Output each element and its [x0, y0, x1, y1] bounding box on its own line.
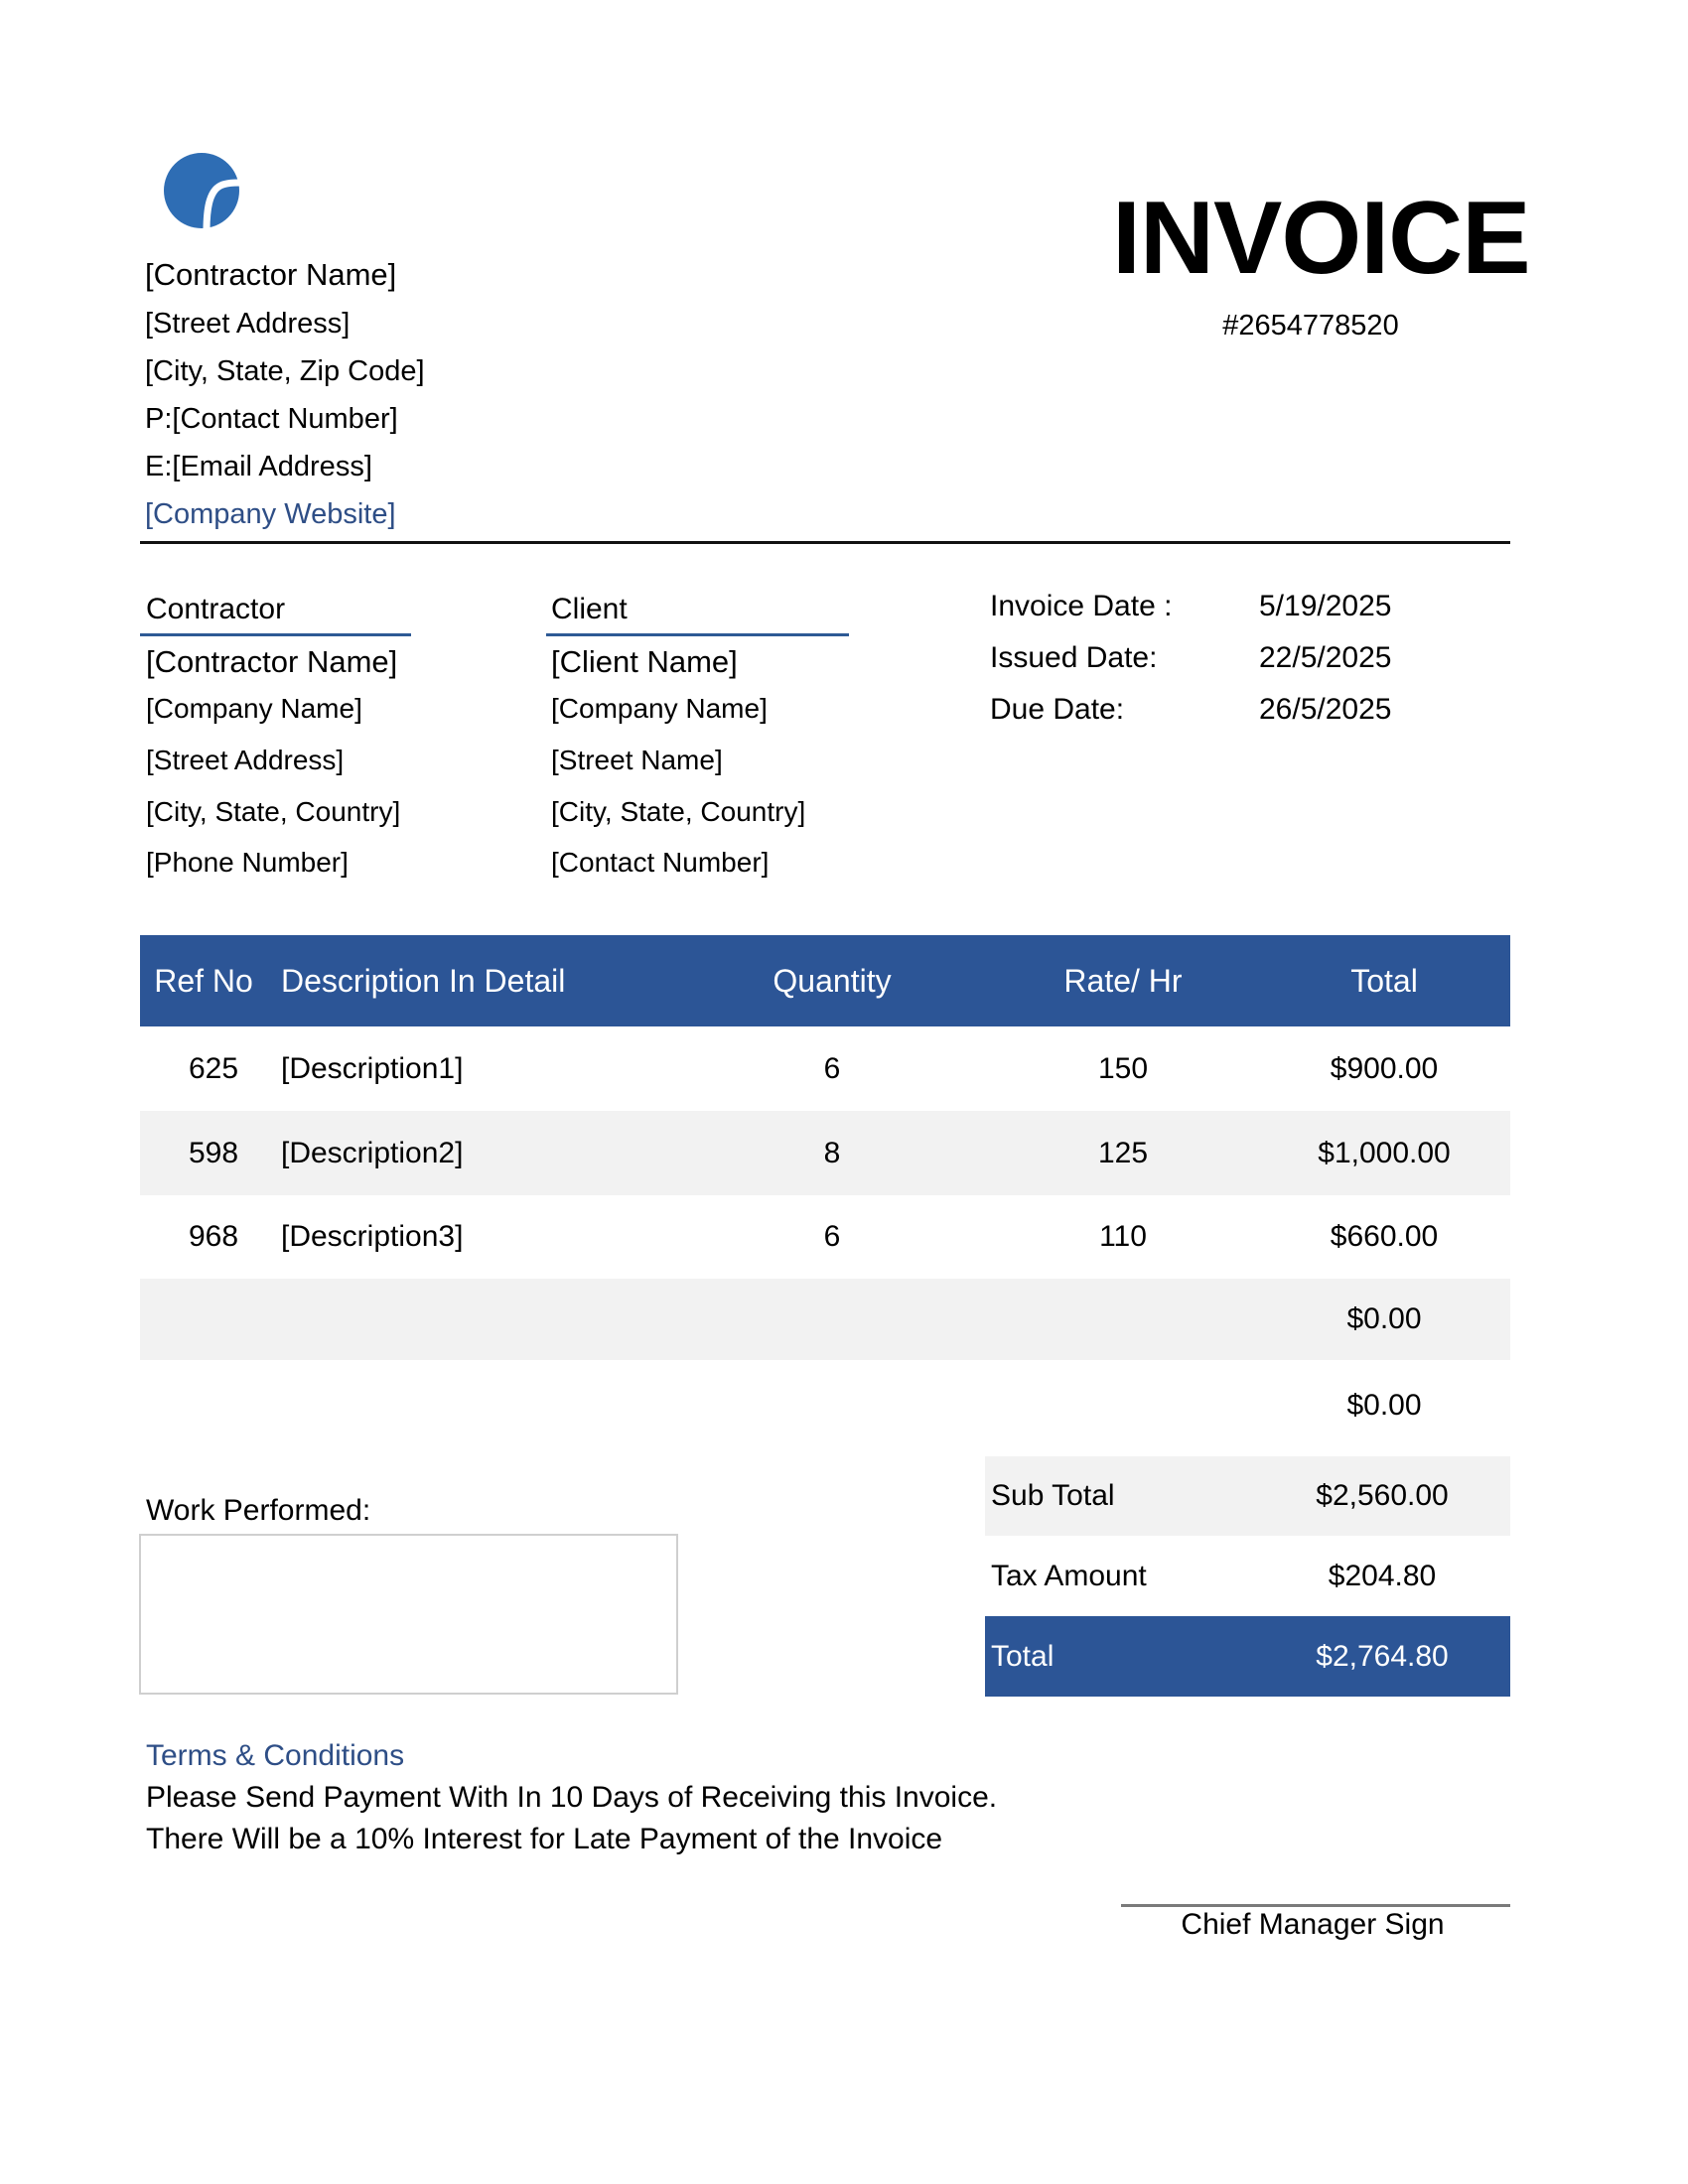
table-row [140, 1279, 1510, 1360]
grand-total-row [985, 1616, 1510, 1697]
contractor-street: [Street Address] [146, 745, 345, 775]
row-rate: 110 [1099, 1220, 1147, 1253]
header-quantity: Quantity [773, 962, 892, 999]
row-total: $660.00 [1330, 1220, 1439, 1253]
row-total: $0.00 [1346, 1389, 1422, 1422]
row-quantity: 6 [823, 1220, 841, 1253]
row-rate: 125 [1097, 1136, 1149, 1169]
row-rate: 150 [1097, 1051, 1149, 1085]
contractor-company: [Company Name] [146, 693, 362, 724]
row-ref: 968 [188, 1220, 239, 1253]
invoice-date-value: 5/19/2025 [1259, 590, 1392, 622]
client-phone: [Contact Number] [551, 847, 770, 878]
sender-street: [Street Address] [145, 308, 351, 340]
tax-label: Tax Amount [991, 1559, 1147, 1592]
contractor-name: [Contractor Name] [146, 644, 398, 679]
header-description: Description In Detail [281, 962, 566, 999]
header-divider [140, 541, 1510, 544]
contractor-underline [140, 633, 411, 636]
grand-total-label: Total [991, 1639, 1055, 1673]
table-row [140, 1026, 1510, 1111]
row-quantity [733, 1279, 931, 1360]
row-description [281, 1360, 797, 1451]
sender-name: [Contractor Name] [145, 257, 397, 292]
work-performed-label: Work Performed: [146, 1494, 371, 1527]
client-name: [Client Name] [551, 644, 738, 679]
contractor-phone: [Phone Number] [146, 847, 349, 878]
client-city: [City, State, Country] [551, 796, 806, 827]
table-row [140, 1360, 1510, 1451]
header-rate: Rate/ Hr [1063, 962, 1183, 999]
client-company: [Company Name] [551, 693, 768, 724]
client-underline [546, 633, 849, 636]
row-ref: 598 [188, 1136, 239, 1169]
sender-phone: P:[Contact Number] [145, 403, 398, 435]
header-total: Total [1350, 962, 1418, 999]
row-rate [1024, 1279, 1222, 1360]
row-quantity: 8 [823, 1136, 841, 1169]
totals-summary [985, 1456, 1510, 1697]
grand-total-value: $2,764.80 [1316, 1639, 1449, 1673]
items-table [140, 935, 1510, 1451]
row-total: $900.00 [1330, 1051, 1439, 1085]
table-row [140, 1195, 1510, 1279]
row-description [281, 1279, 797, 1360]
row-ref: 625 [188, 1051, 239, 1085]
sender-website-link[interactable]: [Company Website] [145, 498, 396, 530]
table-header [140, 935, 1510, 1026]
row-description: [Description3] [281, 1220, 464, 1253]
terms-line-2: There Will be a 10% Interest for Late Payment of the Invoice [146, 1823, 943, 1855]
due-date-label: Due Date: [990, 693, 1125, 726]
client-street: [Street Name] [551, 745, 723, 775]
row-total: $0.00 [1346, 1302, 1422, 1335]
issued-date-value: 22/5/2025 [1259, 641, 1392, 674]
terms-line-1: Please Send Payment With In 10 Days of Receiving this Invoice. [146, 1781, 998, 1814]
table-row [140, 1111, 1510, 1195]
row-quantity: 6 [823, 1051, 841, 1085]
invoice-title: INVOICE [1112, 181, 1530, 296]
contractor-city: [City, State, Country] [146, 796, 401, 827]
row-description: [Description2] [281, 1136, 464, 1169]
invoice-date-label: Invoice Date : [990, 590, 1173, 622]
subtotal-row [985, 1456, 1510, 1536]
row-quantity [733, 1360, 931, 1451]
row-total: $1,000.00 [1318, 1136, 1451, 1169]
client-heading: Client [551, 593, 628, 625]
sender-email: E:[Email Address] [145, 451, 372, 482]
subtotal-label: Sub Total [991, 1479, 1115, 1512]
work-performed-field[interactable] [139, 1534, 678, 1695]
due-date-value: 26/5/2025 [1259, 693, 1392, 726]
signature-label: Chief Manager Sign [1181, 1908, 1445, 1941]
row-ref [160, 1360, 267, 1451]
tax-row [985, 1536, 1510, 1616]
company-logo-icon [163, 152, 240, 229]
issued-date-label: Issued Date: [990, 641, 1158, 674]
row-ref [160, 1279, 267, 1360]
sender-city: [City, State, Zip Code] [145, 355, 425, 387]
invoice-number: #2654778520 [1222, 310, 1399, 341]
row-rate [1024, 1360, 1222, 1451]
signature-line [1121, 1904, 1510, 1907]
contractor-heading: Contractor [146, 593, 286, 625]
row-description: [Description1] [281, 1051, 464, 1085]
subtotal-value: $2,560.00 [1316, 1479, 1449, 1512]
header-ref-no: Ref No [154, 962, 253, 999]
tax-value: $204.80 [1328, 1559, 1437, 1592]
terms-heading: Terms & Conditions [146, 1739, 405, 1772]
